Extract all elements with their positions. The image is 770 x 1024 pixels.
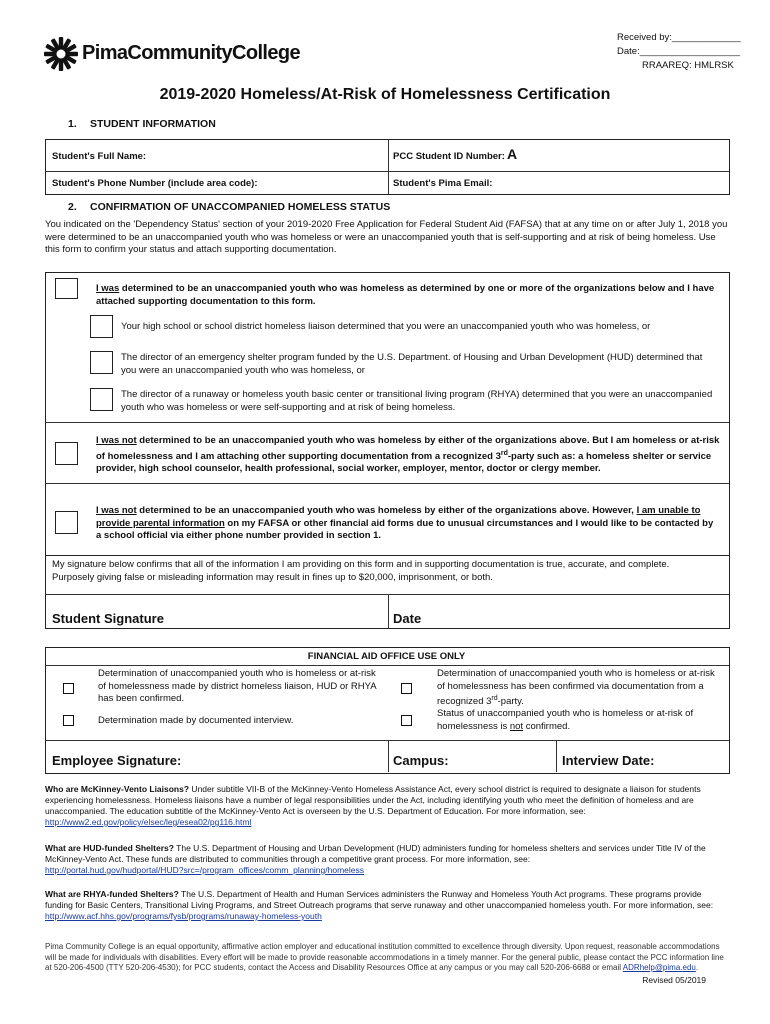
section2-heading: CONFIRMATION OF UNACCOMPANIED HOMELESS STATUS xyxy=(90,201,391,213)
date-label: Date xyxy=(393,611,422,626)
option2-text: I was not determined to be an unaccompanied youth who was homeless by either of the organizations above. But I am homeless or at-risk of homelessness and I am attaching other supporting documentation from a recognized 3rd-party such as: a homeless shelter or service provider, high school counselor, health professional, social worker, employer, mentor, doctor or clergy member. xyxy=(96,435,720,475)
office-left1-text: Determination of unaccompanied youth who is homeless or at-risk of homelessness made by district homeless liaison, HUD or RHYA has been confirmed. xyxy=(98,668,377,704)
interview-date-label: Interview Date: xyxy=(562,753,655,768)
student-id-prefix: A xyxy=(507,146,518,162)
office-use-heading: FINANCIAL AID OFFICE USE ONLY xyxy=(307,651,466,662)
starburst-logo-icon xyxy=(43,36,79,72)
revised-date: Revised 05/2019 xyxy=(642,975,706,985)
option1-checkbox[interactable] xyxy=(55,278,78,299)
mckinney-vento-link[interactable]: http://www2.ed.gov/policy/elsec/leg/esea02/pg116.html xyxy=(45,817,252,827)
student-signature-field[interactable] xyxy=(170,598,382,624)
page-title: 2019-2020 Homeless/At-Risk of Homelessness Certification xyxy=(159,86,611,103)
certification-text: My signature below confirms that all of the information I am providing on this form and in supporting documentation is true, accurate, and complete. Purposely giving false or misleading information may result in fines up to $20,000, imprisonment, or both. xyxy=(52,559,670,583)
employee-signature-label: Employee Signature: xyxy=(52,753,182,768)
info-mckinney-vento: Who are McKinney-Vento Liaisons? Under subtitle VII-B of the McKinney-Vento Homeless Assistance Act, every school district is required to designate a liaison for students experiencing homelessness. Homeless liaisons have a number of legal responsibilities under the Act, including identifying youth who meet the definition of homeless and are unaccompanied. The education subtitle of the McKinney-Vento Act is overseen by the U.S. Department of Education. For more information, see: http://www2.ed.gov/policy/elsec/leg/esea02/pg116.html xyxy=(45,784,701,827)
student-id-field[interactable] xyxy=(522,145,722,167)
email-field[interactable] xyxy=(493,173,723,192)
full-name-field[interactable] xyxy=(160,145,382,167)
eeo-statement: Pima Community College is an equal opportunity, affirmative action employer and educational institution committed to excellence through diversity. Upon request, reasonable accommodations will be made for individuals with disabilities. Every effort will be made to provide reasonable accommodations in a timely manner. For the general public, please contact the PCC information line at 520-206-4500 (TTY 520-206-4530); for PCC students, contact the Access and Disability Resources Office at any campus or you may call 520-206-6688 or email ADRhelp@pima.edu. xyxy=(45,942,724,972)
section2-number: 2. xyxy=(68,201,77,213)
sub2-text: The director of an emergency shelter program funded by the U.S. Department. of Housing and Urban Development (HUD) determined that you were an unaccompanied youth who was homeless, or xyxy=(121,352,703,376)
logo-text: PimaCommunityCollege xyxy=(82,42,301,64)
college-logo xyxy=(43,36,79,72)
office-right1-checkbox[interactable] xyxy=(401,683,412,694)
office-right2-text: Status of unaccompanied youth who is homeless or at-risk of homelessness is not confirmed. xyxy=(437,708,694,732)
section1-heading: STUDENT INFORMATION xyxy=(90,118,216,130)
sub3-checkbox[interactable] xyxy=(90,388,113,411)
interview-date-field[interactable] xyxy=(668,744,724,768)
form-code: RRAAREQ: HMLRSK xyxy=(642,60,734,71)
received-by: Received by:_____________ xyxy=(617,32,741,43)
student-id-label: PCC Student ID Number: xyxy=(393,151,505,162)
office-right1-text: Determination of unaccompanied youth who is homeless or at-risk of homelessness has been confirmed via documentation from a recognized 3rd-party. xyxy=(437,668,715,708)
office-left2-checkbox[interactable] xyxy=(63,715,74,726)
office-right2-checkbox[interactable] xyxy=(401,715,412,726)
adr-email-link[interactable]: ADRhelp@pima.edu xyxy=(622,963,696,972)
campus-field[interactable] xyxy=(450,744,550,768)
section2-intro: You indicated on the 'Dependency Status' section of your 2019-2020 Free Application for Federal Student Aid (FAFSA) that at any time on or after July 1, 2018 you were determined to be an unaccompanied youth who was homeless or were an unaccompanied youth that is self-supporting and at risk of being homeless. Use this form to confirm your status and attach supporting documentation. xyxy=(45,219,728,255)
full-name-label: Student's Full Name: xyxy=(52,151,147,162)
rhya-link[interactable]: http://www.acf.hhs.gov/programs/fysb/programs/runaway-homeless-youth xyxy=(45,911,322,921)
date-received: Date:___________________ xyxy=(617,46,741,57)
phone-field[interactable] xyxy=(258,173,382,192)
office-left1-checkbox[interactable] xyxy=(63,683,74,694)
campus-label: Campus: xyxy=(393,753,449,768)
option3-checkbox[interactable] xyxy=(55,511,78,534)
office-left2-text: Determination made by documented interview. xyxy=(98,715,294,726)
hud-link[interactable]: http://portal.hud.gov/hudportal/HUD?src=/program_offices/comm_planning/homeless xyxy=(45,865,364,875)
info-hud: What are HUD-funded Shelters? The U.S. Department of Housing and Urban Development (HUD) administers funding for homeless shelters and services under Title IV of the McKinney-Vento Act. These funds are distributed to communities through a competitive grant process. For more information, see: http://portal.hud.gov/hudportal/HUD?src=/program_offices/comm_planning/homeless xyxy=(45,843,706,875)
sub1-checkbox[interactable] xyxy=(90,315,113,338)
option2-checkbox[interactable] xyxy=(55,442,78,465)
sub1-text: Your high school or school district homeless liaison determined that you were an unaccompanied youth who was homeless, or xyxy=(121,321,651,332)
option1-text: I was determined to be an unaccompanied youth who was homeless as determined by one or more of the organizations below and I have attached supporting documentation to this form. xyxy=(96,283,715,307)
option3-text: I was not determined to be an unaccompanied youth who was homeless by either of the organizations above. However, I am unable to provide parental information on my FAFSA or other financial aid forms due to unusual circumstances and I would like to be contacted by a school official via either phone number provided in section 1. xyxy=(96,505,714,541)
sub3-text: The director of a runaway or homeless youth basic center or transitional living program (RHYA) determined that you were an unaccompanied youth who was homeless or were self-supporting and at risk of being homeless. xyxy=(121,389,713,413)
section1-number: 1. xyxy=(68,118,77,130)
info-rhya: What are RHYA-funded Shelters? The U.S. Department of Health and Human Services administers the Runway and Homeless Youth Act programs. These programs provide funding for Basic Centers, Transitional Living Programs, and Street Outreach programs that serve runaway and other unaccompanied homeless youth. For more information, see: http://www.acf.hhs.gov/programs/fysb/programs/runaway-homeless-youth xyxy=(45,889,714,921)
signature-date-field[interactable] xyxy=(430,598,722,624)
sub2-checkbox[interactable] xyxy=(90,351,113,374)
phone-label: Student's Phone Number (include area code): xyxy=(52,178,258,189)
student-signature-label: Student Signature xyxy=(52,611,164,626)
email-label: Student's Pima Email: xyxy=(393,178,493,189)
employee-signature-field[interactable] xyxy=(195,744,383,768)
